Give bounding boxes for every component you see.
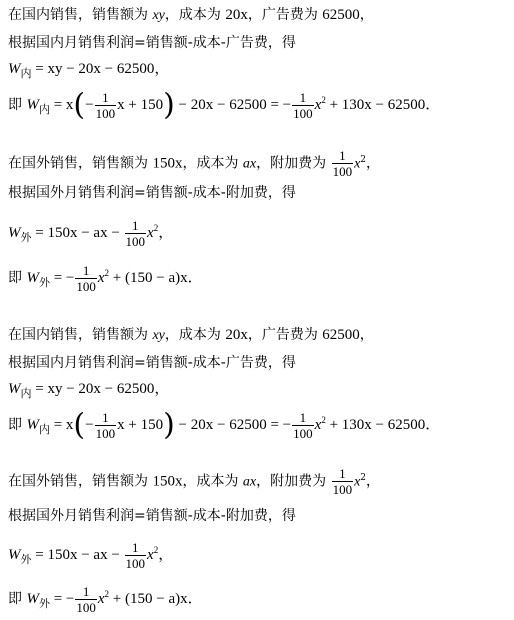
foreign-sales-line: 在国外销售，销售额为 150x，成本为 ax，附加费为 $\frac{1}{100}$ $x^2$， [8, 148, 381, 179]
foreign-profit-rule: 根据国外月销售利润=销售额-成本-附加费，得 [8, 508, 296, 524]
fraction: $\frac{1}{100}$ [332, 466, 353, 497]
fraction: $\frac{1}{100}$ [293, 410, 313, 441]
fraction: $\frac{1}{100}$ [125, 540, 146, 571]
fraction: $\frac{1}{100}$ [95, 90, 116, 121]
domestic-profit-expanded: 即 $W_内 = x(-$ $\frac{1}{100}$ x + 150) − 20x − 62500 = − $\frac{1}{100}$ $x^2 + 130x - 62500$． [8, 87, 441, 123]
foreign-profit-formula: $W_外 = 150x$ − ax − $\frac{1}{100}$ $x^2$， [8, 540, 174, 571]
fraction: $\frac{1}{100}$ [332, 148, 353, 179]
fraction: $\frac{1}{100}$ [76, 584, 96, 615]
foreign-profit-simplified: 即 $W_外$ = − $\frac{1}{100}$ $x^2 + (150 - a)x$． [8, 584, 203, 615]
fraction: $\frac{1}{100}$ [76, 263, 96, 294]
domestic-profit-formula: $W_内$ = xy − 20x − 62500， [8, 61, 170, 80]
domestic-sales-line: 在国内销售，销售额为 xy，成本为 20x，广告费为 62500， [8, 327, 374, 343]
foreign-profit-simplified: 即 $W_外$ = − $\frac{1}{100}$ $x^2 + (150 - a)x$． [8, 263, 203, 294]
fraction: $\frac{1}{100}$ [293, 90, 313, 121]
domestic-profit-rule: 根据国内月销售利润=销售额-成本-广告费，得 [8, 35, 296, 51]
foreign-profit-formula: $W_外 = 150x$ − ax − $\frac{1}{100}$ $x^2$， [8, 218, 174, 249]
foreign-profit-rule: 根据国外月销售利润=销售额-成本-附加费，得 [8, 185, 296, 201]
domestic-profit-formula: $W_内$ = xy − 20x − 62500， [8, 381, 170, 400]
domestic-profit-rule: 根据国内月销售利润=销售额-成本-广告费，得 [8, 355, 296, 371]
domestic-profit-expanded: 即 $W_内 = x(-$ $\frac{1}{100}$ x + 150) − 20x − 62500 = − $\frac{1}{100}$ $x^2 + 130x - 62500$． [8, 407, 441, 443]
fraction: $\frac{1}{100}$ [95, 410, 116, 441]
fraction: $\frac{1}{100}$ [125, 218, 146, 249]
domestic-sales-line: 在国内销售，销售额为 xy，成本为 20x，广告费为 62500， [8, 7, 374, 23]
foreign-sales-line: 在国外销售，销售额为 150x，成本为 ax，附加费为 $\frac{1}{100}$ $x^2$， [8, 466, 381, 497]
